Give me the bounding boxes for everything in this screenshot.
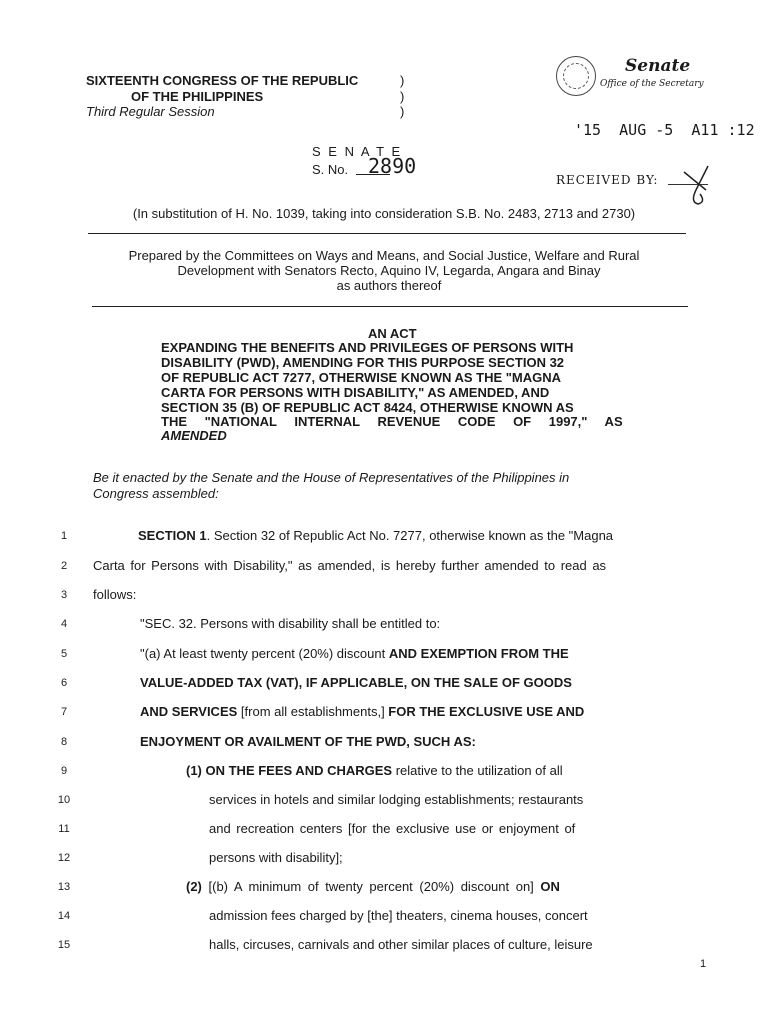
line-number: 13 (57, 881, 71, 893)
line-number: 10 (57, 794, 71, 806)
line-number: 6 (60, 677, 68, 689)
amendment-text: (2) (186, 879, 209, 894)
act-title-line1: EXPANDING THE BENEFITS AND PRIVILEGES OF PERSONS WITH (161, 340, 574, 355)
line-number: 11 (58, 823, 70, 835)
body-line-15: halls, circuses, carnivals and other similar places of culture, leisure (209, 937, 593, 952)
amendment-text: FOR THE EXCLUSIVE USE AND (388, 704, 585, 719)
line-number: 14 (57, 910, 71, 922)
body-text: . Section 32 of Republic Act No. 7277, otherwise known as the "Magna (206, 528, 614, 543)
line-number: 5 (60, 648, 68, 660)
act-heading: AN ACT (368, 326, 417, 341)
line-number: 2 (60, 560, 68, 572)
amendment-text: (1) ON THE FEES AND CHARGES (186, 763, 393, 778)
stamp-datetime: '15 AUG -5 A11 :12 (574, 121, 755, 139)
body-line-12: persons with disability]; (209, 850, 343, 865)
session-label: Third Regular Session (86, 104, 215, 119)
act-title-line2: DISABILITY (PWD), AMENDING FOR THIS PURPOSE SECTION 32 (161, 355, 565, 370)
act-title-line4: CARTA FOR PERSONS WITH DISABILITY," AS AMENDED, AND (161, 385, 550, 400)
stamp-title: Senate (625, 56, 691, 76)
section-label: SECTION 1 (138, 528, 207, 543)
line-number: 1 (60, 530, 68, 542)
enacting-clause-line2: Congress assembled: (93, 486, 219, 501)
paren-3: ) (400, 104, 405, 119)
substitution-note: (In substitution of H. No. 1039, taking into consideration S.B. No. 2483, 2713 and 2730) (132, 206, 636, 221)
line-number: 7 (60, 706, 68, 718)
stamp-subtitle: Office of the Secretary (600, 79, 704, 89)
bill-number-label: S. No. (312, 162, 349, 177)
paren-1: ) (400, 73, 405, 88)
congress-title: SIXTEENTH CONGRESS OF THE REPUBLIC (86, 73, 359, 88)
page-number: 1 (700, 958, 707, 970)
senate-label: S E N A T E (312, 144, 403, 159)
body-line-9 (186, 763, 563, 778)
line-number: 8 (60, 736, 68, 748)
body-line-2: Carta for Persons with Disability," as amended, is hereby further amended to read as (93, 558, 607, 573)
prepared-by-line2: Development with Senators Recto, Aquino IV, Legarda, Angara and Binay (177, 263, 601, 278)
line-number: 3 (60, 589, 68, 601)
enacting-clause-line1: Be it enacted by the Senate and the House of Representatives of the Philippines in (93, 470, 570, 485)
line-number: 12 (57, 852, 71, 864)
body-line-6: VALUE-ADDED TAX (VAT), IF APPLICABLE, ON THE SALE OF GOODS (140, 675, 572, 690)
body-line-14: admission fees charged by [the] theaters, cinema houses, concert (209, 908, 588, 923)
deleted-text: [(b) A minimum of twenty percent (20%) discount on] (208, 879, 541, 894)
senate-seal-icon (556, 56, 596, 96)
received-by-label: RECEIVED BY: (556, 173, 659, 187)
prepared-by-line3: as authors thereof (336, 278, 442, 293)
paren-2: ) (400, 89, 405, 104)
body-line-1 (138, 528, 613, 543)
deleted-text: [from all establishments,] (240, 704, 389, 719)
body-text: relative to the utilization of all (392, 763, 563, 778)
divider-1 (88, 233, 686, 234)
body-line-3: follows: (93, 587, 137, 602)
amendment-text: AND SERVICES (140, 704, 241, 719)
act-title-line6: THE "NATIONAL INTERNAL REVENUE CODE OF 1997," AS (161, 414, 623, 429)
body-text: "(a) At least twenty percent (20%) discount (140, 646, 389, 661)
bill-number-value: 2890 (368, 154, 417, 178)
line-number: 9 (60, 765, 68, 777)
amendment-text: ON (540, 879, 560, 894)
congress-title-line2: OF THE PHILIPPINES (131, 89, 264, 104)
line-number: 4 (60, 618, 68, 630)
body-line-8: ENJOYMENT OR AVAILMENT OF THE PWD, SUCH AS: (140, 734, 476, 749)
body-line-5 (140, 646, 569, 661)
body-line-13 (186, 879, 560, 894)
prepared-by-line1: Prepared by the Committees on Ways and Means, and Social Justice, Welfare and Rural (128, 248, 640, 263)
amendment-text: AND EXEMPTION FROM THE (388, 646, 569, 661)
signature-mark-icon (678, 160, 718, 210)
body-line-4: "SEC. 32. Persons with disability shall be entitled to: (140, 616, 441, 631)
divider-2 (92, 306, 688, 307)
line-number: 15 (57, 939, 71, 951)
act-title-line3: OF REPUBLIC ACT 7277, OTHERWISE KNOWN AS THE "MAGNA (161, 370, 562, 385)
act-title-line7: AMENDED (161, 428, 227, 443)
body-line-7 (140, 704, 584, 719)
act-title-line5: SECTION 35 (B) OF REPUBLIC ACT 8424, OTHERWISE KNOWN AS (161, 400, 574, 415)
body-line-11: and recreation centers [for the exclusive use or enjoyment of (209, 821, 576, 836)
body-line-10: services in hotels and similar lodging establishments; restaurants (209, 792, 584, 807)
